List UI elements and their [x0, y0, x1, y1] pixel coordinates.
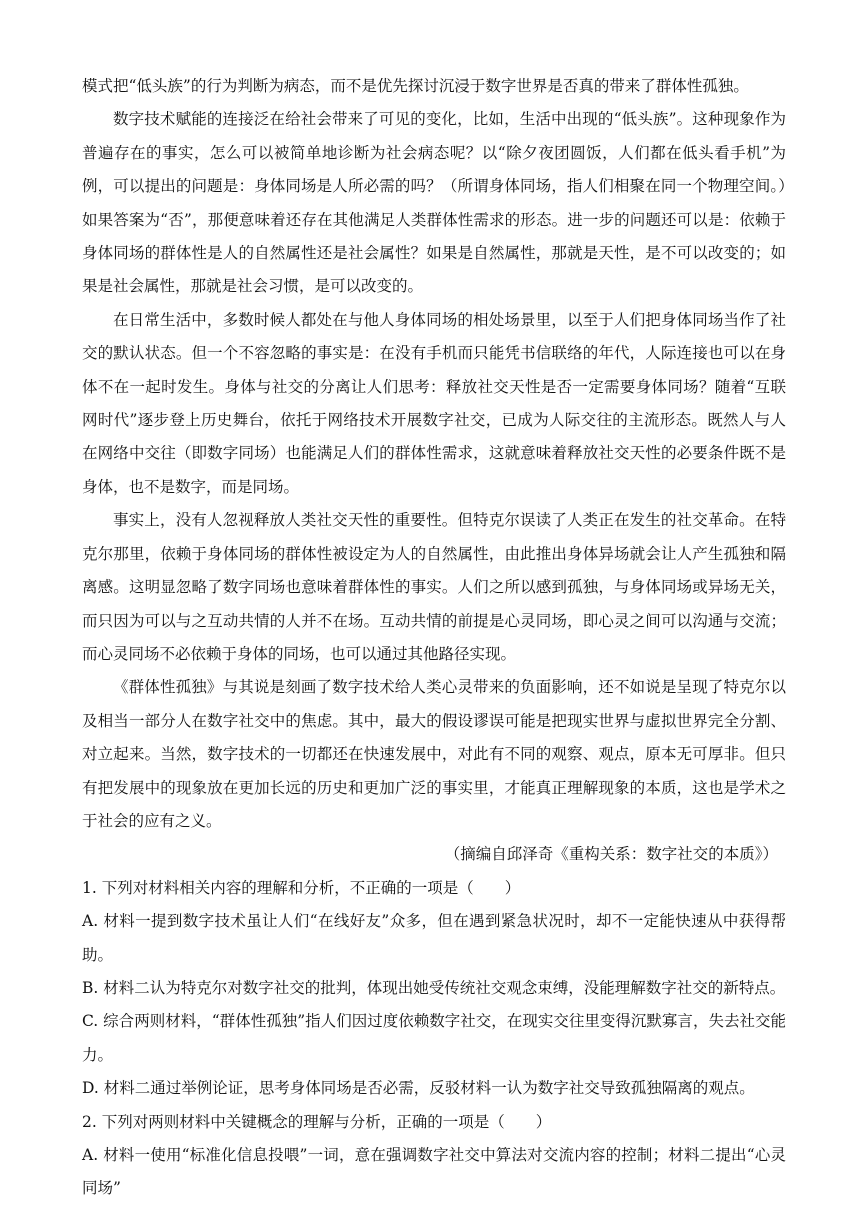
question-1-stem: 1. 下列对材料相关内容的理解和分析，不正确的一项是（ ）	[82, 878, 521, 897]
question-1-option-d: D. 材料二通过举例论证，思考身体同场是否必需，反驳材料一认为数字社交导致孤独隔离的观点。	[82, 1079, 755, 1098]
source-citation: （摘编自邱泽奇《重构关系：数字社交的本质》）	[444, 845, 778, 864]
question-2-stem: 2. 下列对两则材料中关键概念的理解与分析，正确的一项是（ ）	[82, 1112, 552, 1131]
paragraph-turkle-critique: 事实上，没有人忽视释放人类社交天性的重要性。但特克尔误读了人类正在发生的社交革命。在特克尔那里，依赖于身体同场的群体性被设定为人的自然属性，由此推出身体异场就会让人产生孤独和隔离感。这明显忽略了数字同场也意味着群体性的事实。人们之所以感到孤独，与身体同场或异场无关，而只因为可以与之互动共情的人并不在场。互动共情的前提是心灵同场，即心灵之间可以沟通与交流；而心灵同场不必依赖于身体的同场，也可以通过其他路径实现。	[82, 511, 786, 663]
paragraph-conclusion: 《群体性孤独》与其说是刻画了数字技术给人类心灵带来的负面影响，还不如说是呈现了特克尔以及相当一部分人在数字社交中的焦虑。其中，最大的假设谬误可能是把现实世界与虚拟世界完全分割、对立起来。当然，数字技术的一切都还在快速发展中，对此有不同的观察、观点，原本无可厚非。但只有把发展中的现象放在更加长远的历史和更加广泛的事实里，才能真正理解现象的本质，这也是学术之于社会的应有之义。	[82, 678, 786, 830]
question-1-option-b: B. 材料二认为特克尔对数字社交的批判，体现出她受传统社交观念束缚，没能理解数字社交的新特点。	[82, 978, 786, 997]
paragraph-daily-life: 在日常生活中，多数时候人都处在与他人身体同场的相处场景里，以至于人们把身体同场当作了社交的默认状态。但一个不容忽略的事实是：在没有手机而只能凭书信联络的年代，人际连接也可以在身体不在一起时发生。身体与社交的分离让人们思考：释放社交天性是否一定需要身体同场？随着“互联网时代”逐步登上历史舞台，依托于网络技术开展数字社交，已成为人际交往的主流形态。既然人与人在网络中交往（即数字同场）也能满足人们的群体性需求，这就意味着释放社交天性的必要条件既不是身体，也不是数字，而是同场。	[82, 310, 786, 496]
question-2-option-a: A. 材料一使用“标准化信息投喂”一词，意在强调数字社交中算法对交流内容的控制；材料二提出“心灵同场”	[82, 1146, 786, 1198]
question-1-option-c: C. 综合两则材料，“群体性孤独”指人们因过度依赖数字社交，在现实交往里变得沉默寡言，失去社交能力。	[82, 1012, 786, 1064]
paragraph-continuation: 模式把“低头族”的行为判断为病态，而不是优先探讨沉浸于数字世界是否真的带来了群体性孤独。	[82, 77, 749, 95]
paragraph-digital-connection: 数字技术赋能的连接泛在给社会带来了可见的变化，比如，生活中出现的“低头族”。这种现象作为普遍存在的事实，怎么可以被简单地诊断为社会病态呢？以“除夕夜团圆饭，人们都在低头看手机”为例，可以提出的问题是：身体同场是人所必需的吗？（所谓身体同场，指人们相聚在同一个物理空间。）如果答案为“否”，那便意味着还存在其他满足人类群体性需求的形态。进一步的问题还可以是：依赖于身体同场的群体性是人的自然属性还是社会属性？如果是自然属性，那就是天性，是不可以改变的；如果是社会属性，那就是社会习惯，是可以改变的。	[82, 110, 786, 296]
question-1-option-a: A. 材料一提到数字技术虽让人们“在线好友”众多，但在遇到紧急状况时，却不一定能快速从中获得帮助。	[82, 912, 786, 964]
